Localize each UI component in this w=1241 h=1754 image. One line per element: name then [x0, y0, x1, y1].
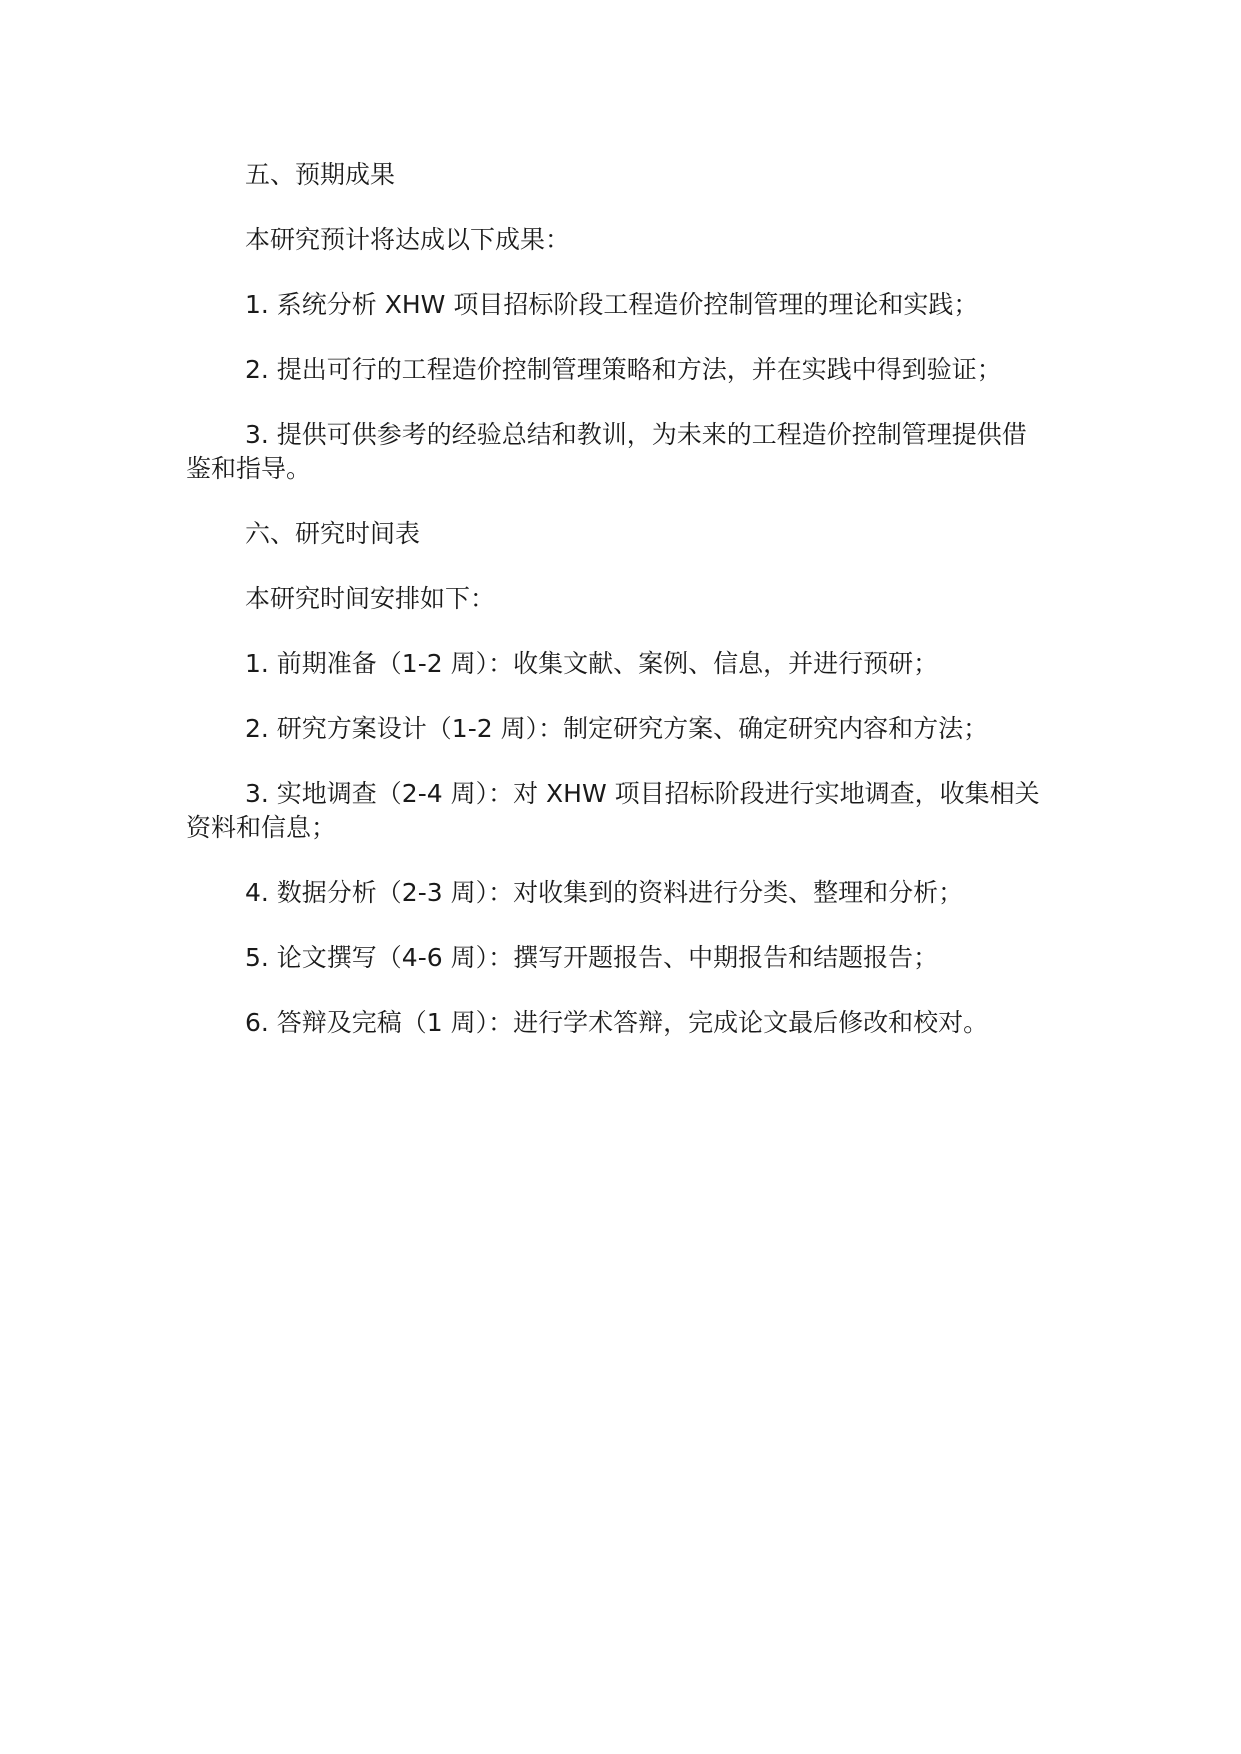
result-item-2: 2. 提出可行的工程造价控制管理策略和方法，并在实践中得到验证； — [245, 355, 1002, 384]
section-heading-schedule: 六、研究时间表 — [245, 519, 421, 548]
schedule-item-3: 3. 实地调查（2-4 周）：对 XHW 项目招标阶段进行实地调查，收集相关资料和信息； — [186, 779, 1040, 842]
document-body — [186, 158, 1076, 1071]
paragraph-schedule-intro: 本研究时间安排如下： — [245, 584, 496, 613]
schedule-item-6: 6. 答辩及完稿（1 周）：进行学术答辩，完成论文最后修改和校对。 — [245, 1008, 989, 1037]
section-heading-expected-results: 五、预期成果 — [245, 160, 396, 189]
paragraph-results-intro: 本研究预计将达成以下成果： — [245, 225, 571, 254]
schedule-item-2: 2. 研究方案设计（1-2 周）：制定研究方案、确定研究内容和方法； — [245, 714, 989, 743]
schedule-item-1: 1. 前期准备（1-2 周）：收集文献、案例、信息，并进行预研； — [245, 649, 939, 678]
result-item-3: 3. 提供可供参考的经验总结和教训，为未来的工程造价控制管理提供借鉴和指导。 — [186, 420, 1027, 483]
schedule-item-4: 4. 数据分析（2-3 周）：对收集到的资料进行分类、整理和分析； — [245, 878, 964, 907]
schedule-item-5: 5. 论文撰写（4-6 周）：撰写开题报告、中期报告和结题报告； — [245, 943, 939, 972]
result-item-1: 1. 系统分析 XHW 项目招标阶段工程造价控制管理的理论和实践； — [245, 290, 979, 319]
